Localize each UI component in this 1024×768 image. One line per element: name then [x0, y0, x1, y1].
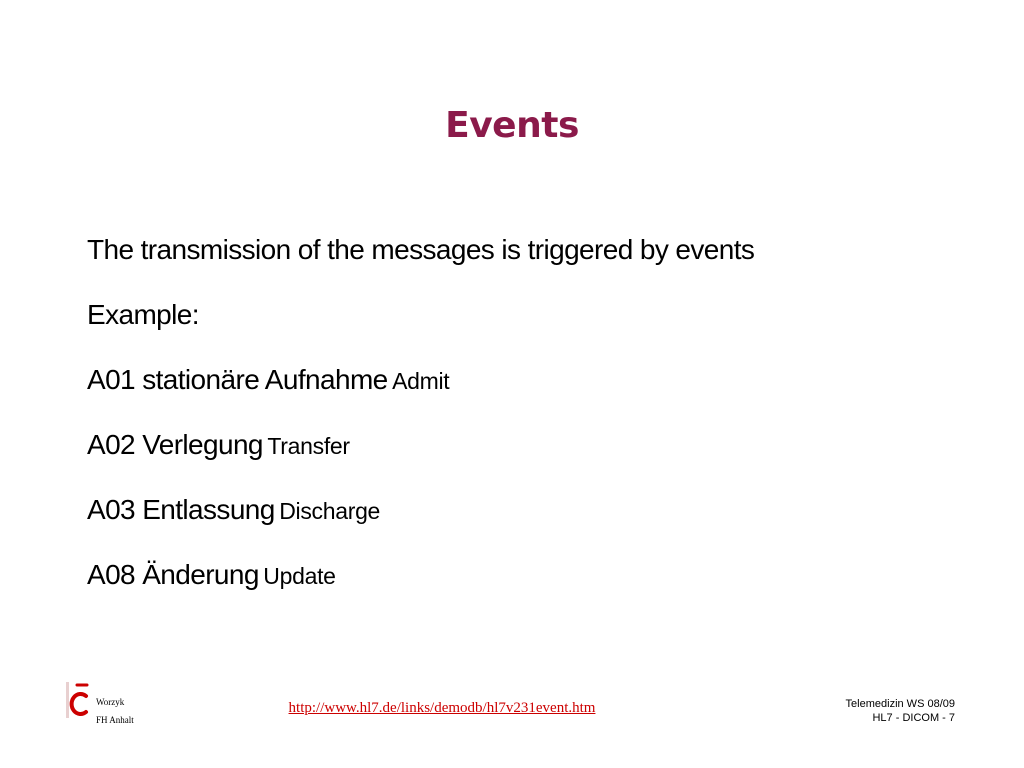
list-item-translation: Update	[263, 563, 336, 589]
body-list	[87, 228, 967, 618]
footer-link[interactable]: http://www.hl7.de/links/demodb/hl7v231event.htm	[288, 700, 596, 716]
logo-author: Worzyk	[96, 697, 125, 707]
list-item-main-text: Example:	[87, 299, 199, 330]
footer-page-number: HL7 - DICOM - 7	[872, 712, 955, 724]
list-item	[87, 293, 967, 358]
footer-info	[846, 697, 955, 725]
footer-course: Telemedizin WS 08/09	[845, 698, 955, 710]
slide-title: Events	[445, 105, 579, 146]
list-item-translation: Transfer	[267, 433, 350, 459]
list-item-translation: Admit	[392, 368, 450, 394]
list-item-main-text: A01 stationäre Aufnahme	[87, 364, 388, 395]
list-item-main-text: A02 Verlegung	[87, 429, 263, 460]
list-item-main-text: A08 Änderung	[87, 559, 259, 590]
list-item	[87, 358, 967, 423]
list-item	[87, 423, 967, 488]
list-item	[87, 228, 967, 293]
list-item	[87, 488, 967, 553]
list-item-main-text: The transmission of the messages is triggered by events	[87, 234, 755, 265]
list-item	[87, 553, 967, 618]
list-item-main-text: A03 Entlassung	[87, 494, 275, 525]
list-item-translation: Discharge	[279, 498, 381, 524]
logo-institution: FH Anhalt	[96, 715, 134, 725]
